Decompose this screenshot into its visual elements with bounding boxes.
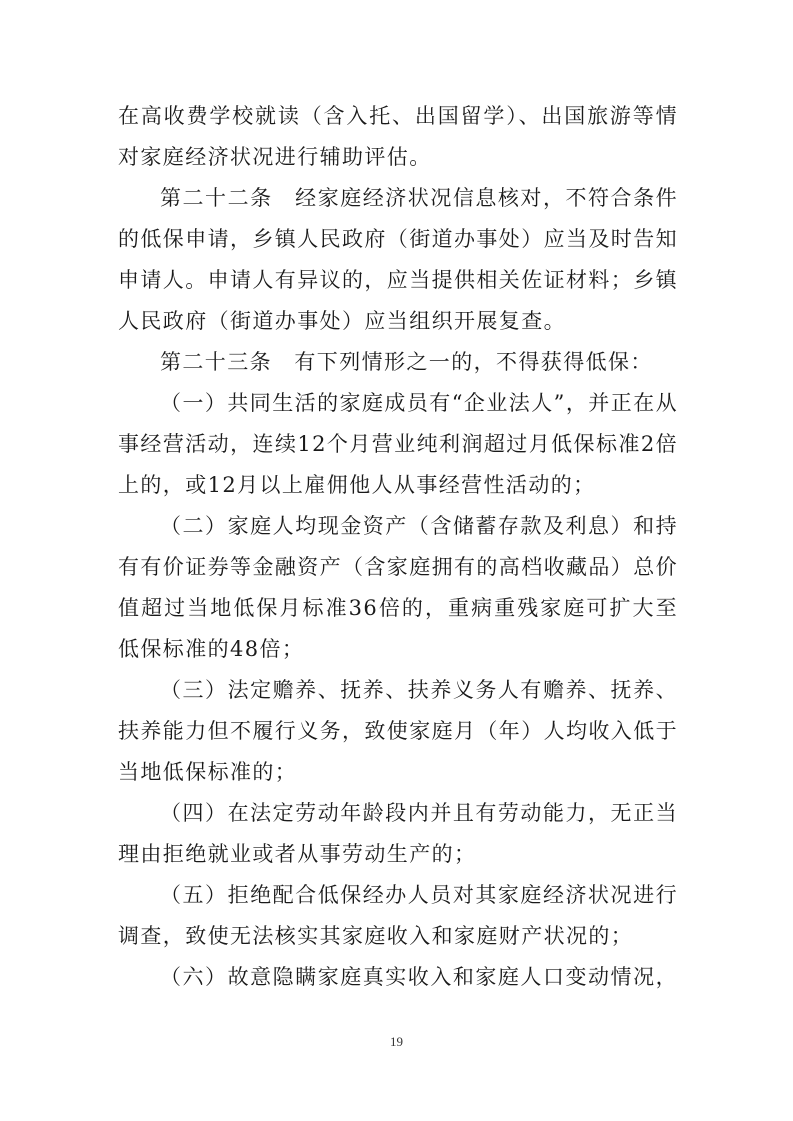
text-line: 事经营活动，连续12个月营业纯利润超过月低保标准2倍 — [118, 432, 678, 456]
body-text — [118, 96, 678, 998]
text-line: 低保标准的48倍； — [118, 637, 305, 661]
clause-3-line: （三）法定赡养、抚养、扶养义务人有赡养、抚养、 — [160, 678, 678, 702]
text-line: 人民政府（街道办事处）应当组织开展复查。 — [118, 309, 566, 333]
text-line: 调查，致使无法核实其家庭收入和家庭财产状况的； — [118, 924, 634, 948]
clause-4-line: （四）在法定劳动年龄段内并且有劳动能力，无正当 — [160, 801, 678, 825]
clause-5-line: （五）拒绝配合低保经办人员对其家庭经济状况进行 — [160, 883, 678, 907]
text-line: 上的，或12月以上雇佣他人从事经营性活动的； — [118, 473, 596, 497]
page-number: 19 — [390, 1034, 403, 1049]
text-line: 在高收费学校就读（含入托、出国留学）、出国旅游等情 — [118, 104, 678, 128]
text-line: 有有价证券等金融资产（含家庭拥有的高档收藏品）总价 — [118, 555, 678, 579]
clause-1-line: （一）共同生活的家庭成员有“企业法人”，并正在从 — [160, 391, 678, 415]
article-22-heading-line: 第二十二条 经家庭经济状况信息核对，不符合条件 — [160, 186, 678, 210]
clause-6-line: （六）故意隐瞒家庭真实收入和家庭人口变动情况， — [160, 965, 678, 989]
text-line: 的低保申请，乡镇人民政府（街道办事处）应当及时告知 — [118, 227, 678, 251]
text-line: 对家庭经济状况进行辅助评估。 — [118, 145, 432, 169]
article-23-heading-line: 第二十三条 有下列情形之一的，不得获得低保： — [160, 350, 653, 374]
text-line: 值超过当地低保月标准36倍的，重病重残家庭可扩大至 — [118, 596, 678, 620]
text-line: 申请人。申请人有异议的，应当提供相关佐证材料；乡镇 — [118, 268, 678, 292]
clause-2-line: （二）家庭人均现金资产（含储蓄存款及利息）和持 — [160, 514, 678, 538]
text-line: 理由拒绝就业或者从事劳动生产的； — [118, 842, 477, 866]
text-line: 当地低保标准的； — [118, 760, 298, 784]
text-line: 扶养能力但不履行义务，致使家庭月（年）人均收入低于 — [118, 719, 678, 743]
